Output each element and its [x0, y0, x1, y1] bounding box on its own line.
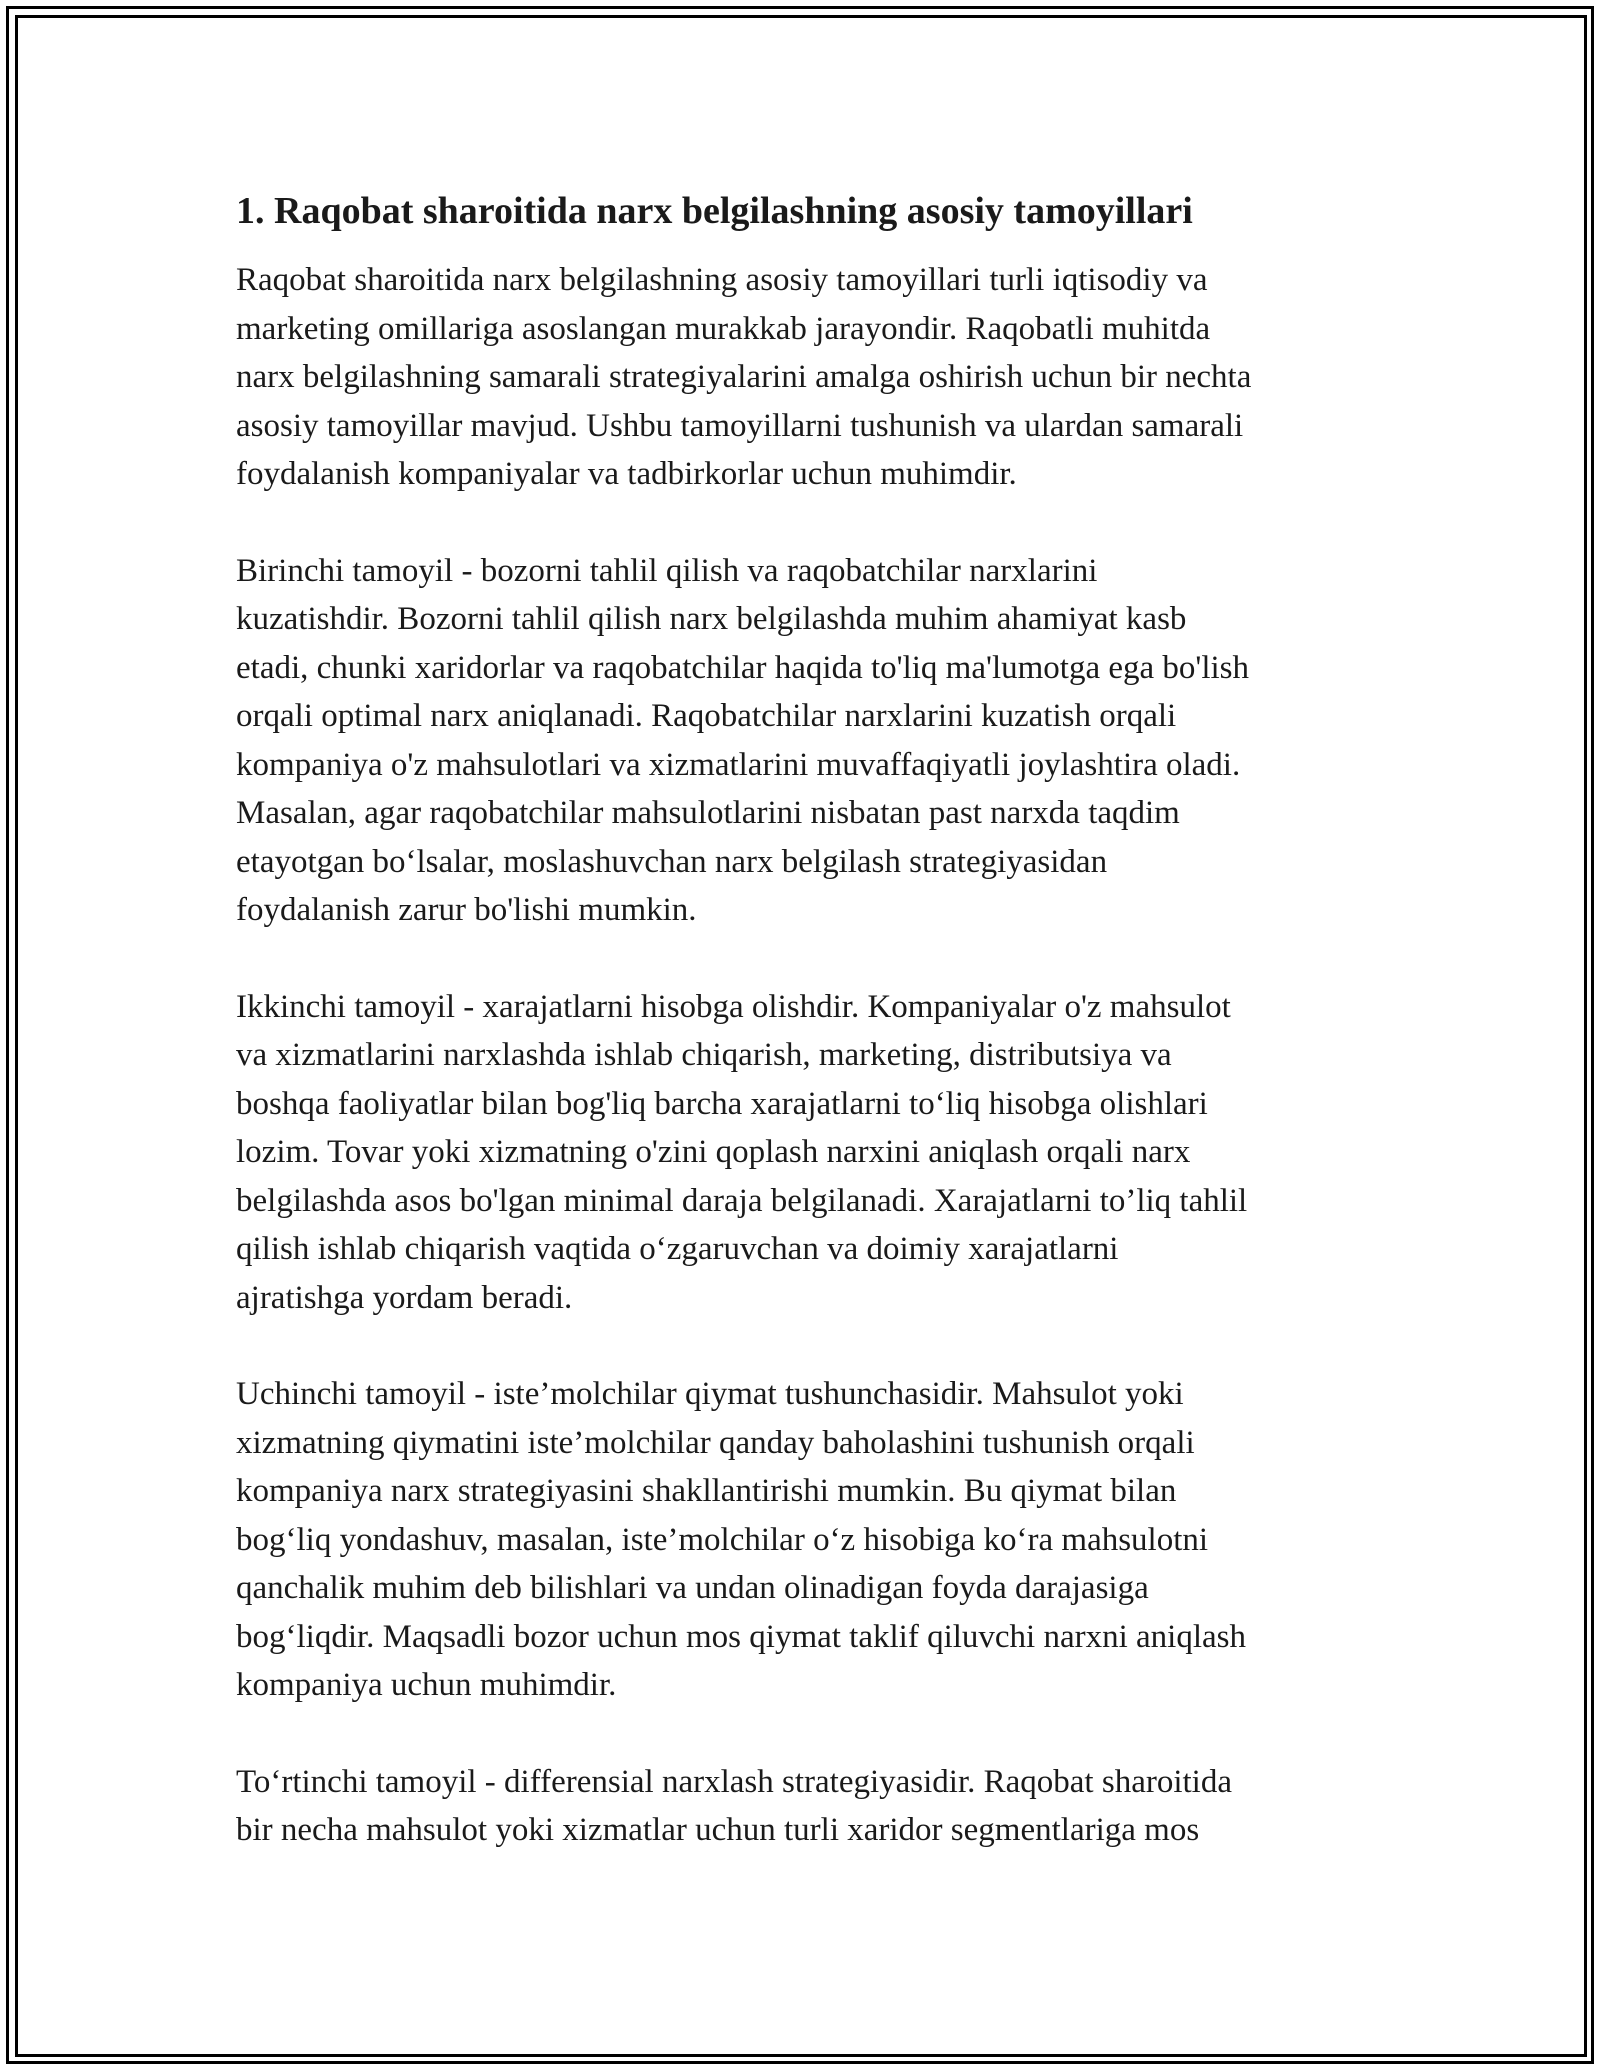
text-line: Masalan, agar raqobatchilar mahsulotlarini nisbatan past narxda taqdim [236, 795, 1180, 831]
text-line: lozim. Tovar yoki xizmatning o'zini qoplash narxini aniqlash orqali narx [236, 1134, 1191, 1170]
text-line: boshqa faoliyatlar bilan bog'liq barcha xarajatlarni to‘liq hisobga olishlari [236, 1085, 1208, 1122]
text-line: Uchinchi tamoyil - iste’molchilar qiymat tushunchasidir. Mahsulot yoki [236, 1376, 1184, 1412]
text-line: bog‘liqdir. Maqsadli bozor uchun mos qiymat taklif qiluvchi narxni aniqlash [236, 1618, 1246, 1655]
text-line: kompaniya o'z mahsulotlari va xizmatlarini muvaffaqiyatli joylashtira oladi. [236, 746, 1241, 783]
text-line: Birinchi tamoyil - bozorni tahlil qilish va raqobatchilar narxlarini [236, 552, 1098, 589]
text-line: Ikkinchi tamoyil - xarajatlarni hisobga olishdir. Kompaniyalar o'z mahsulot [236, 988, 1231, 1025]
text-line: Raqobat sharoitida narx belgilashning asosiy tamoyillari turli iqtisodiy va [236, 262, 1208, 298]
text-line: belgilashda asos bo'lgan minimal daraja belgilanadi. Xarajatlarni to’liq tahlil [236, 1182, 1248, 1219]
text-line: bog‘liq yondashuv, masalan, iste’molchilar o‘z hisobiga ko‘ra mahsulotni [236, 1521, 1209, 1558]
text-line: bir necha mahsulot yoki xizmatlar uchun turli xaridor segmentlariga mos [236, 1812, 1200, 1848]
text-line: xizmatning qiymatini iste’molchilar qanday baholashini tushunish orqali [236, 1424, 1195, 1461]
text-line: va xizmatlarini narxlashda ishlab chiqarish, marketing, distributsiya va [236, 1037, 1172, 1073]
text-line: To‘rtinchi tamoyil - differensial narxlash strategiyasidir. Raqobat sharoitida [236, 1763, 1232, 1800]
paragraph-fourth-principle [236, 1758, 1366, 1855]
paragraph-first-principle [236, 547, 1366, 935]
text-line: qanchalik muhim deb bilishlari va undan olinadigan foyda darajasiga [236, 1570, 1149, 1606]
text-line: qilish ishlab chiqarish vaqtida o‘zgaruvchan va doimiy xarajatlarni [236, 1231, 1119, 1267]
text-line: etayotgan bo‘lsalar, moslashuvchan narx belgilash strategiyasidan [236, 843, 1108, 880]
section-heading: 1. Raqobat sharoitida narx belgilashning asosiy tamoyillari [236, 190, 1193, 232]
paragraph-second-principle [236, 983, 1366, 1323]
text-line: kompaniya narx strategiyasini shakllantirishi mumkin. Bu qiymat bilan [236, 1473, 1177, 1509]
paragraph-intro [236, 256, 1366, 499]
text-line: etadi, chunki xaridorlar va raqobatchilar haqida to'liq ma'lumotga ega bo'lish [236, 649, 1250, 686]
text-line: asosiy tamoyillar mavjud. Ushbu tamoyillarni tushunish va ulardan samarali [236, 407, 1244, 444]
paragraph-third-principle [236, 1370, 1366, 1710]
text-line: narx belgilashning samarali strategiyalarini amalga oshirish uchun bir nechta [236, 359, 1252, 395]
text-line: ajratishga yordam beradi. [236, 1279, 573, 1316]
text-line: marketing omillariga asoslangan murakkab jarayondir. Raqobatli muhitda [236, 310, 1211, 347]
text-line: kompaniya uchun muhimdir. [236, 1667, 617, 1703]
text-line: orqali optimal narx aniqlanadi. Raqobatchilar narxlarini kuzatish orqali [236, 698, 1177, 734]
text-line: foydalanish zarur bo'lishi mumkin. [236, 892, 697, 928]
document-body [236, 186, 1366, 1903]
text-line: foydalanish kompaniyalar va tadbirkorlar uchun muhimdir. [236, 456, 1017, 492]
text-line: kuzatishdir. Bozorni tahlil qilish narx belgilashda muhim ahamiyat kasb [236, 601, 1187, 637]
